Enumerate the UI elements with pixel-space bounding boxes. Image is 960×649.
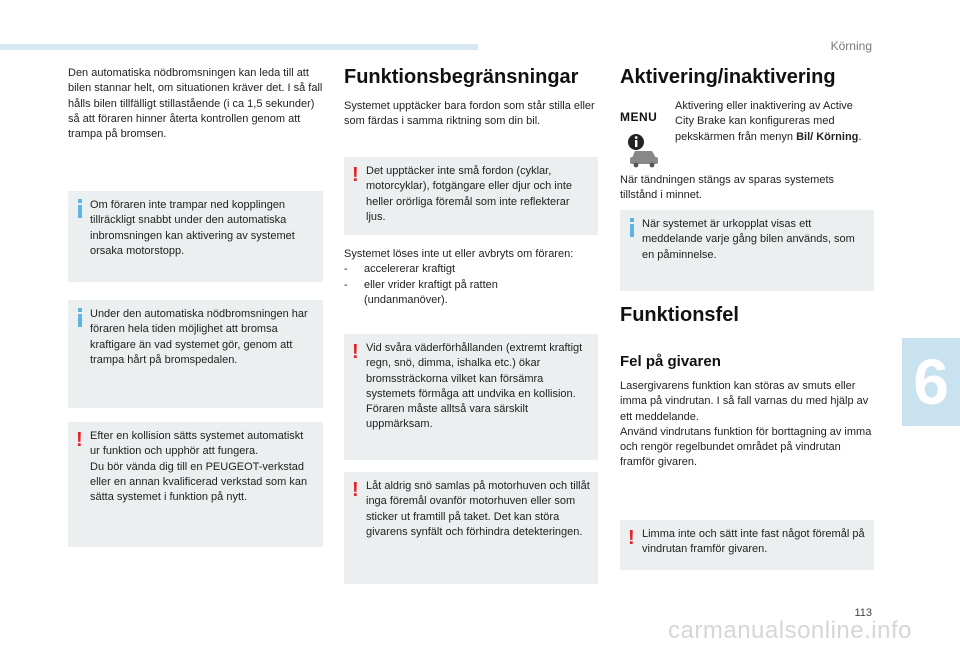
chapter-tab: 6 xyxy=(902,338,960,426)
warning-icon: ! xyxy=(628,527,635,549)
list-item: - eller vrider kraftigt på ratten (undanmanöver). xyxy=(344,278,498,306)
header-bar xyxy=(0,44,478,50)
warning-icon: ! xyxy=(352,479,359,501)
warning-text: Limma inte och sätt inte fast något föremål på vindrutan framför givaren. xyxy=(642,528,865,556)
driver-conditions xyxy=(344,247,598,308)
memory-paragraph: När tändningen stängs av sparas systemets tillstånd i minnet. xyxy=(620,174,835,202)
page-number: 113 xyxy=(854,607,872,619)
menu-icon: MENU xyxy=(620,110,658,124)
chapter-title: Körning xyxy=(830,39,872,53)
warning-text-2: Du bör vända dig till en PEUGEOT-verkstad eller en annan kvalificerad verkstad som kan sätta systemet i funktion på nytt. xyxy=(90,460,308,504)
column-1 xyxy=(68,66,323,142)
warning-box-snow xyxy=(344,472,598,584)
warning-text-2: Föraren måste alltså vara särskilt uppmärksam. xyxy=(366,403,528,431)
warning-icon: ! xyxy=(352,341,359,363)
conditions-intro: Systemet löses inte ut eller avbryts om föraren: xyxy=(344,248,574,260)
warning-text: Låt aldrig snö samlas på motorhuven och tillåt inga föremål ovanför motorhuven eller som sticker ut framtill på taket. Det kan störa givarens synfält och förhindra detekteringen. xyxy=(366,480,590,538)
watermark: carmanualsonline.info xyxy=(668,617,912,644)
warning-icon: ! xyxy=(76,429,83,451)
activation-paragraph: Aktivering eller inaktivering av Active City Brake kan konfigureras med pekskärmen från menyn Bil/ Körning. xyxy=(675,100,862,143)
info-icon xyxy=(78,199,82,217)
warning-box-windscreen xyxy=(620,520,874,570)
warning-text-1: Vid svåra väderförhållanden (extremt kraftigt regn, snö, dimma, ishalka etc.) ökar bromssträckorna vilket kan försämra systemets förmåga att undvika en kollision. xyxy=(366,342,583,400)
list-item: - accelererar kraftigt xyxy=(344,263,456,276)
heading-malfunction: Funktionsfel xyxy=(620,304,739,326)
car-info-icon xyxy=(626,132,662,168)
warning-text: Det upptäcker inte små fordon (cyklar, motorcyklar), fotgängare eller djur och inte heller orörliga föremål som inte reflekterar ljus. xyxy=(366,165,573,223)
info-text: Under den automatiska nödbromsningen har föraren hela tiden möjlighet att bromsa kraftigare än vad systemet gör, genom att trampa hårt på bromspedalen. xyxy=(90,308,308,366)
limitations-paragraph: Systemet upptäcker bara fordon som står stilla eller som färdas i samma riktning som din bil. xyxy=(344,100,595,128)
heading-activation: Aktivering/inaktivering xyxy=(620,66,836,88)
sensor-fault-paragraph: Lasergivarens funktion kan störas av smuts eller imma på vindrutan. I så fall varnas du med hjälp av ett meddelande. Använd vindrutans funktion för borttagning av imma och rengör regelbundet området på vindrutan framför givaren. xyxy=(620,380,872,469)
subheading-sensor-fault: Fel på givaren xyxy=(620,353,721,370)
info-box-brake xyxy=(68,300,323,408)
info-text: Om föraren inte trampar ned kopplingen tillräckligt snabbt under den automatiska inbromsningen kan aktivering av systemet orsaka motorstopp. xyxy=(90,199,295,257)
heading-limitations: Funktionsbegränsningar xyxy=(344,66,579,88)
info-text: När systemet är urkopplat visas ett meddelande varje gång bilen används, som en påminnelse. xyxy=(642,218,855,261)
info-box-reminder xyxy=(620,210,874,291)
info-box-clutch xyxy=(68,191,323,282)
warning-icon: ! xyxy=(352,164,359,186)
warning-text-1: Efter en kollision sätts systemet automatiskt ur funktion och upphör att fungera. xyxy=(90,430,304,458)
intro-paragraph: Den automatiska nödbromsningen kan leda till att bilen stannar helt, om situationen kräver det. I så fall hålls bilen tillfälligt stillastående (i ca 1,5 sekunder) så att föraren hinner återta kontrollen genom att trampa på bromsen. xyxy=(68,67,323,141)
warning-box-small-vehicles xyxy=(344,157,598,235)
info-icon xyxy=(78,308,82,326)
warning-box-weather xyxy=(344,334,598,460)
info-icon xyxy=(630,218,634,236)
warning-box-collision xyxy=(68,422,323,547)
